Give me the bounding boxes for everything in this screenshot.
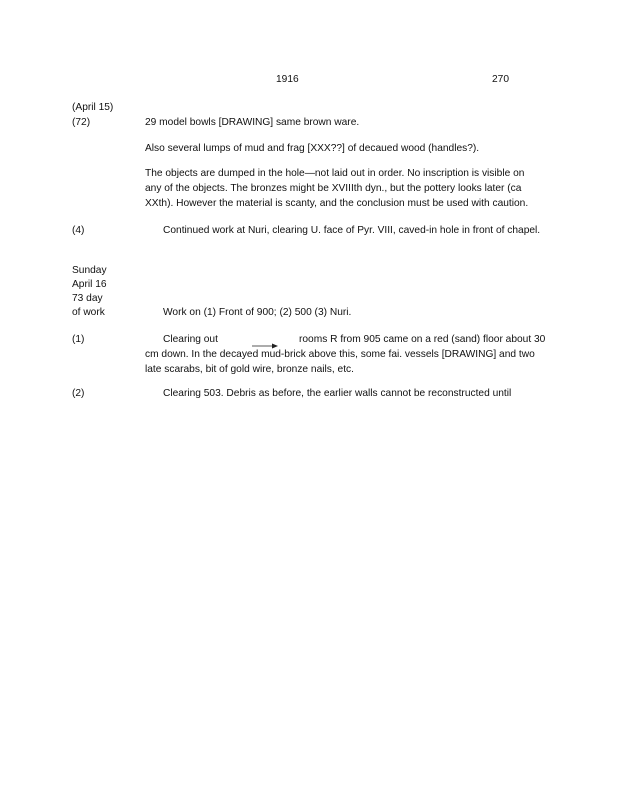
- entry-label-4: (4): [72, 225, 85, 236]
- entry-text-rooms-r: rooms R from 905 came on a red (sand) floor about 30: [299, 334, 546, 345]
- entry-text-objects-dumped: The objects are dumped in the hole—not laid out in order. No inscription is visible on any of the objects. The bronzes might be XVIIIth dyn., but the pottery looks later (ca XXth). However the material is scanty, and the conclusion must be used with caution.: [145, 168, 529, 209]
- page-number: 270: [492, 74, 509, 85]
- entry-text-work-on: Work on (1) Front of 900; (2) 500 (3) Nuri.: [163, 307, 352, 318]
- page-year: 1916: [276, 74, 299, 85]
- entry-text-model-bowls: 29 model bowls [DRAWING] same brown ware.: [145, 117, 360, 128]
- date-label-april-16: April 16: [72, 279, 107, 290]
- entry-label-2: (2): [72, 388, 85, 399]
- entry-date-label: (April 15): [72, 102, 114, 113]
- date-label-of-work: of work: [72, 307, 105, 318]
- entry-label-1: (1): [72, 334, 85, 345]
- entry-text-cm-down: cm down. In the decayed mud-brick above this, some fai. vessels [DRAWING] and two late scarabs, bit of gold wire, bronze nails, etc.: [145, 349, 535, 375]
- entry-text-clearing-503: Clearing 503. Debris as before, the earlier walls cannot be reconstructed until: [163, 388, 512, 399]
- date-label-sunday: Sunday: [72, 265, 107, 276]
- entry-text-clearing-out: Clearing out: [163, 334, 218, 345]
- date-label-day-count: 73 day: [72, 293, 103, 304]
- entry-text-lumps-of-mud: Also several lumps of mud and frag [XXX??] of decaued wood (handles?).: [145, 143, 480, 154]
- entry-label-72: (72): [72, 117, 91, 128]
- entry-text-nuri-work: Continued work at Nuri, clearing U. face of Pyr. VIII, caved-in hole in front of chapel.: [163, 225, 541, 236]
